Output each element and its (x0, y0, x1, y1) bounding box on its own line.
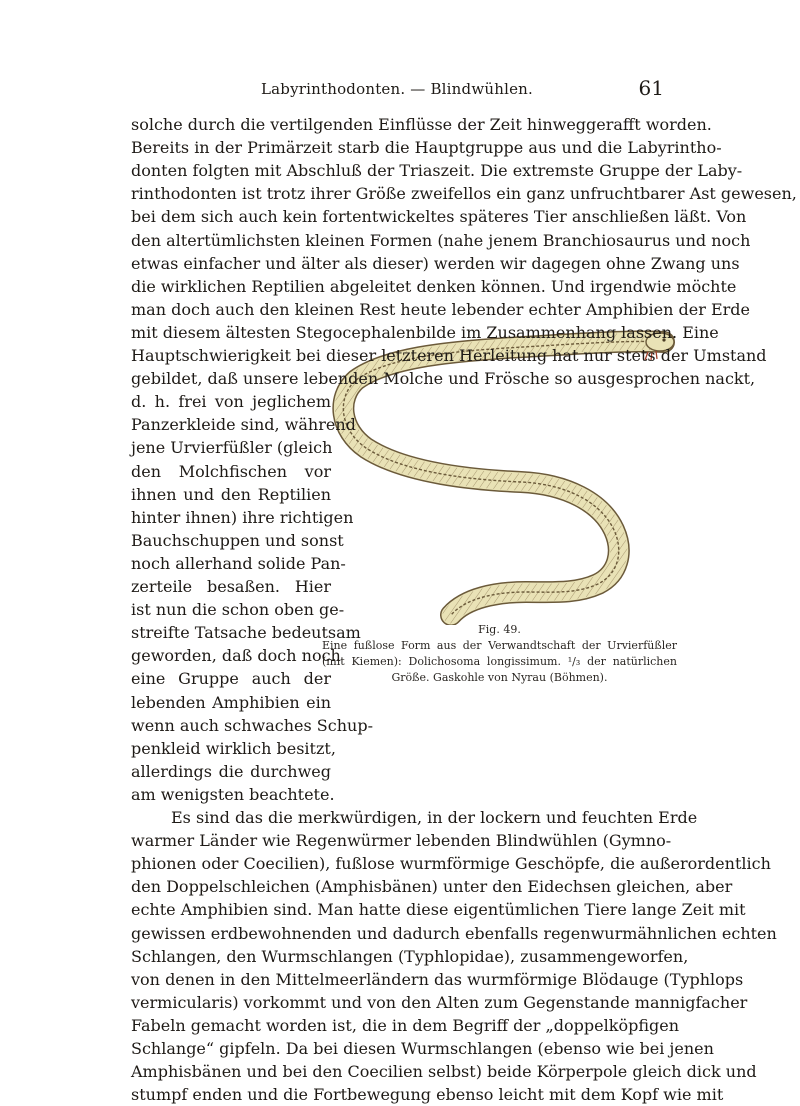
text-line: mit diesem ältesten Stegocephalenbilde im Zusammenhang lassen. Eine (131, 322, 719, 342)
text-line: echte Amphibien sind. Man hatte diese eigentümlichen Tiere lange Zeit mit (131, 900, 746, 920)
text-line: warmer Länder wie Regenwürmer lebenden Blindwühlen (Gymno- (131, 831, 672, 851)
text-line: donten folgten mit Abschluß der Triaszeit. Die extremste Gruppe der Laby- (131, 161, 743, 181)
figure-label: Fig. 49. (478, 623, 521, 637)
text-line: geworden, daß doch noch (131, 646, 341, 666)
text-line: Es sind das die merkwürdigen, in der lockern und feuchten Erde (171, 808, 698, 827)
page-number: 61 (638, 76, 664, 100)
text-line: den altertümlichsten kleinen Formen (nahe jenem Branchiosaurus und noch (131, 230, 751, 250)
text-line: jene Urvierfüßler (gleich (131, 438, 333, 458)
text-line: bei dem sich auch kein fortentwickeltes späteres Tier anschließen läßt. Von (131, 207, 747, 227)
text-line: etwas einfacher und älter als dieser) werden wir dagegen ohne Zwang uns (131, 253, 740, 273)
text-line: Fabeln gemacht worden ist, die in dem Begriff der „doppelköpfigen (131, 1015, 679, 1035)
text-line: penkleid wirklich besitzt, (131, 738, 336, 758)
text-line: solche durch die vertilgenden Einflüsse der Zeit hinweggerafft worden. (131, 115, 712, 134)
text-line: allerdings die durchweg (131, 761, 331, 781)
text-line: hinter ihnen) ihre richtigen (131, 507, 354, 527)
text-line: Hauptschwierigkeit bei dieser letzteren Herleitung hat nur stets der Umstand (131, 346, 767, 365)
text-line: Bereits in der Primärzeit starb die Hauptgruppe aus und die Labyrintho- (131, 138, 722, 158)
text-line: ihnen und den Reptilien (131, 484, 331, 504)
text-line: den Molchfischen vor (131, 461, 331, 481)
text-line: Amphisbänen und bei den Coecilien selbst) beide Körperpole gleich dick und (131, 1062, 757, 1082)
figure-caption (322, 622, 677, 686)
figure-caption-text: Eine fußlose Form aus der Verwandtschaft der Urvierfüßler (mit Kiemen): Dolichosoma longissimum. ¹/₃ der natürlichen Größe. Gaskohle von Nyrau (Böhmen). (322, 639, 677, 685)
text-line: lebenden Amphibien ein (131, 692, 331, 712)
running-head (130, 74, 664, 104)
text-line: Bauchschuppen und sonst (131, 530, 344, 550)
text-line: Panzerkleide sind, während (131, 415, 356, 435)
text-line: streifte Tatsache bedeutsam (131, 623, 361, 643)
text-line: Schlange“ gipfeln. Da bei diesen Wurmschlangen (ebenso wie bei jenen (131, 1039, 714, 1058)
text-line: Schlangen, den Wurmschlangen (Typhlopidae), zusammengeworfen, (131, 946, 689, 966)
text-line: die wirklichen Reptilien abgeleitet denken können. Und irgendwie möchte (131, 276, 737, 296)
text-line: wenn auch schwaches Schup- (131, 715, 373, 735)
text-line: vermicularis) vorkommt und von den Alten zum Gegenstande mannigfacher (131, 992, 748, 1012)
text-line: gewissen erdbewohnenden und dadurch ebenfalls regenwurmähnlichen echten (131, 923, 777, 943)
running-title: Labyrinthodonten. — Blindwühlen. (260, 80, 534, 98)
text-line: eine Gruppe auch der (131, 669, 331, 689)
text-line: rinthodonten ist trotz ihrer Größe zweifellos ein ganz unfruchtbarer Ast gewesen, (131, 184, 797, 204)
text-line: von denen in den Mittelmeerländern das wurmförmige Blödauge (Typhlops (131, 969, 744, 989)
text-line: den Doppelschleichen (Amphisbänen) unter den Eidechsen gleichen, aber (131, 877, 733, 897)
text-line: stumpf enden und die Fortbewegung ebenso leicht mit dem Kopf wie mit (131, 1085, 724, 1105)
text-line: d. h. frei von jeglichem (131, 392, 331, 412)
text-line: am wenigsten beachtete. (131, 784, 335, 804)
text-line: ist nun die schon oben ge- (131, 600, 345, 620)
text-line: man doch auch den kleinen Rest heute lebender echter Amphibien der Erde (131, 299, 750, 319)
text-line: phionen oder Coecilien), fußlose wurmförmige Geschöpfe, die außerordentlich (131, 854, 771, 874)
text-line: noch allerhand solide Pan- (131, 553, 346, 573)
text-line: gebildet, daß unsere lebenden Molche und Frösche so ausgesprochen nackt, (131, 369, 756, 389)
text-line: zerteile besaßen. Hier (131, 577, 331, 596)
